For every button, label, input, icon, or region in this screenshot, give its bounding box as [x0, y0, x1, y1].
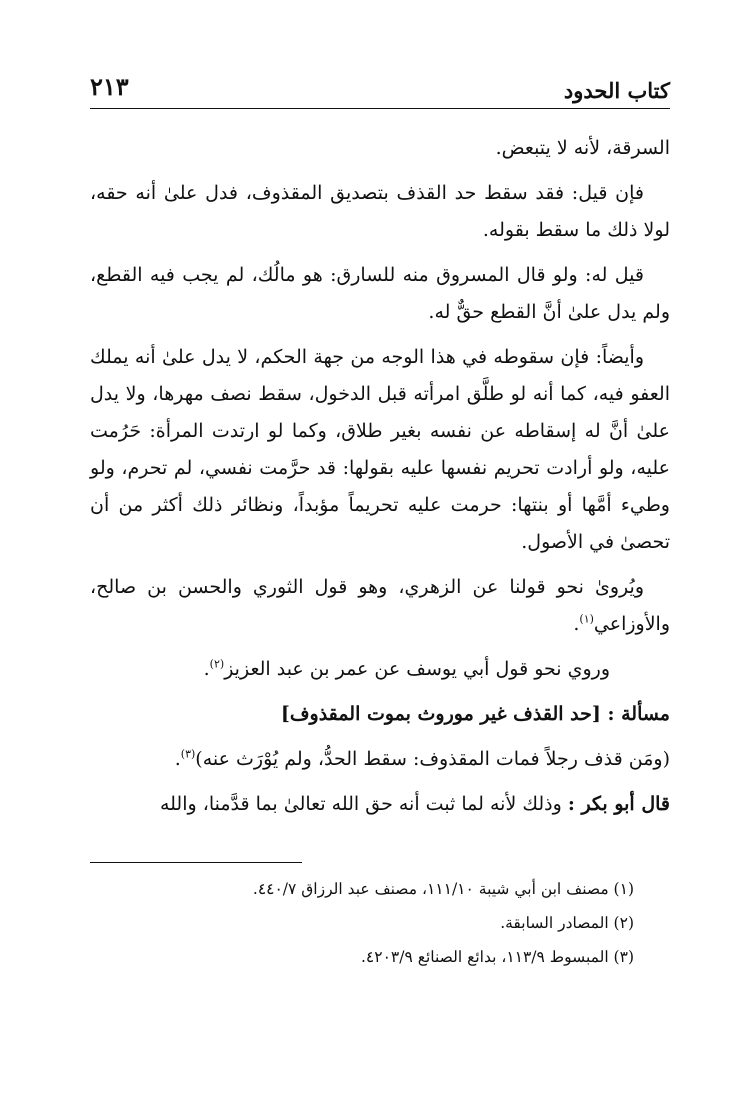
- paragraph: [90, 741, 670, 778]
- main-text: [90, 130, 670, 831]
- page-number: ٢١٣: [90, 72, 129, 101]
- footnote-divider: [90, 862, 302, 863]
- paragraph: [90, 569, 670, 643]
- paragraph: [90, 651, 670, 688]
- paragraph-text: وذلك لأنه لما ثبت أنه حق الله تعالىٰ بما قدَّمنا، والله: [159, 793, 562, 815]
- paragraph-end: .: [573, 613, 580, 635]
- paragraph-end: .: [174, 748, 181, 770]
- paragraph: وأيضاً: فإن سقوطه في هذا الوجه من جهة الحكم، لا يدل علىٰ أنه يملك العفو فيه، كما أنه لو طلَّق امرأته قبل الدخول، سقط نصف مهرها، ولا يدل علىٰ أنَّ له إسقاطه عن نفسه بغير طلاق، وكما لو ارتدت المرأة: حَرُمت عليه، ولو أرادت تحريم نفسها عليه بقولها: قد حرَّمت نفسي، لم تحرم، ولو وطيء أمَّها أو بنتها: حرمت عليه تحريماً مؤبداً، ونظائر ذلك أكثر من أن تحصىٰ في الأصول.: [90, 346, 670, 553]
- masala-title: [حد القذف غير موروث بموت المقذوف]: [280, 703, 601, 725]
- page-header: [90, 68, 670, 109]
- paragraph-text: ويُروىٰ نحو قولنا عن الزهري، وهو قول الثوري والحسن بن صالح، والأوزاعي: [90, 576, 670, 635]
- paragraph: قيل له: ولو قال المسروق منه للسارق: هو مالُك، لم يجب فيه القطع، ولم يدل علىٰ أنَّ القطع حقٌّ له.: [90, 264, 670, 323]
- masala-label: مسألة :: [607, 703, 670, 725]
- paragraph: فإن قيل: فقد سقط حد القذف بتصديق المقذوف، فدل علىٰ أنه حقه، لولا ذلك ما سقط بقوله.: [90, 182, 670, 241]
- footnotes: [90, 872, 670, 974]
- footnote: (٢) المصادر السابقة.: [500, 914, 634, 932]
- footnote-ref: (٢): [209, 657, 225, 671]
- footnote-ref: (١): [579, 612, 594, 626]
- speaker-label: قال أبو بكر :: [567, 793, 670, 815]
- paragraph-text: (ومَن قذف رجلاً فمات المقذوف: سقط الحدُّ، ولم يُوْرَث عنه): [195, 748, 670, 770]
- paragraph: [90, 786, 670, 823]
- paragraph-text: وروي نحو قول أبي يوسف عن عمر بن عبد العزيز: [224, 658, 610, 680]
- paragraph: السرقة، لأنه لا يتبعض.: [495, 137, 670, 159]
- footnote-ref: (٣): [180, 747, 196, 761]
- masala-heading: [90, 696, 670, 733]
- footnote: (١) مصنف ابن أبي شيبة ١١١/١٠، مصنف عبد الرزاق ٤٤٠/٧.: [252, 880, 634, 898]
- book-page: [90, 0, 670, 1102]
- chapter-title: كتاب الحدود: [563, 78, 670, 103]
- footnote: (٣) المبسوط ١١٣/٩، بدائع الصنائع ٤٢٠٣/٩.: [360, 948, 634, 966]
- paragraph-end: .: [203, 658, 210, 680]
